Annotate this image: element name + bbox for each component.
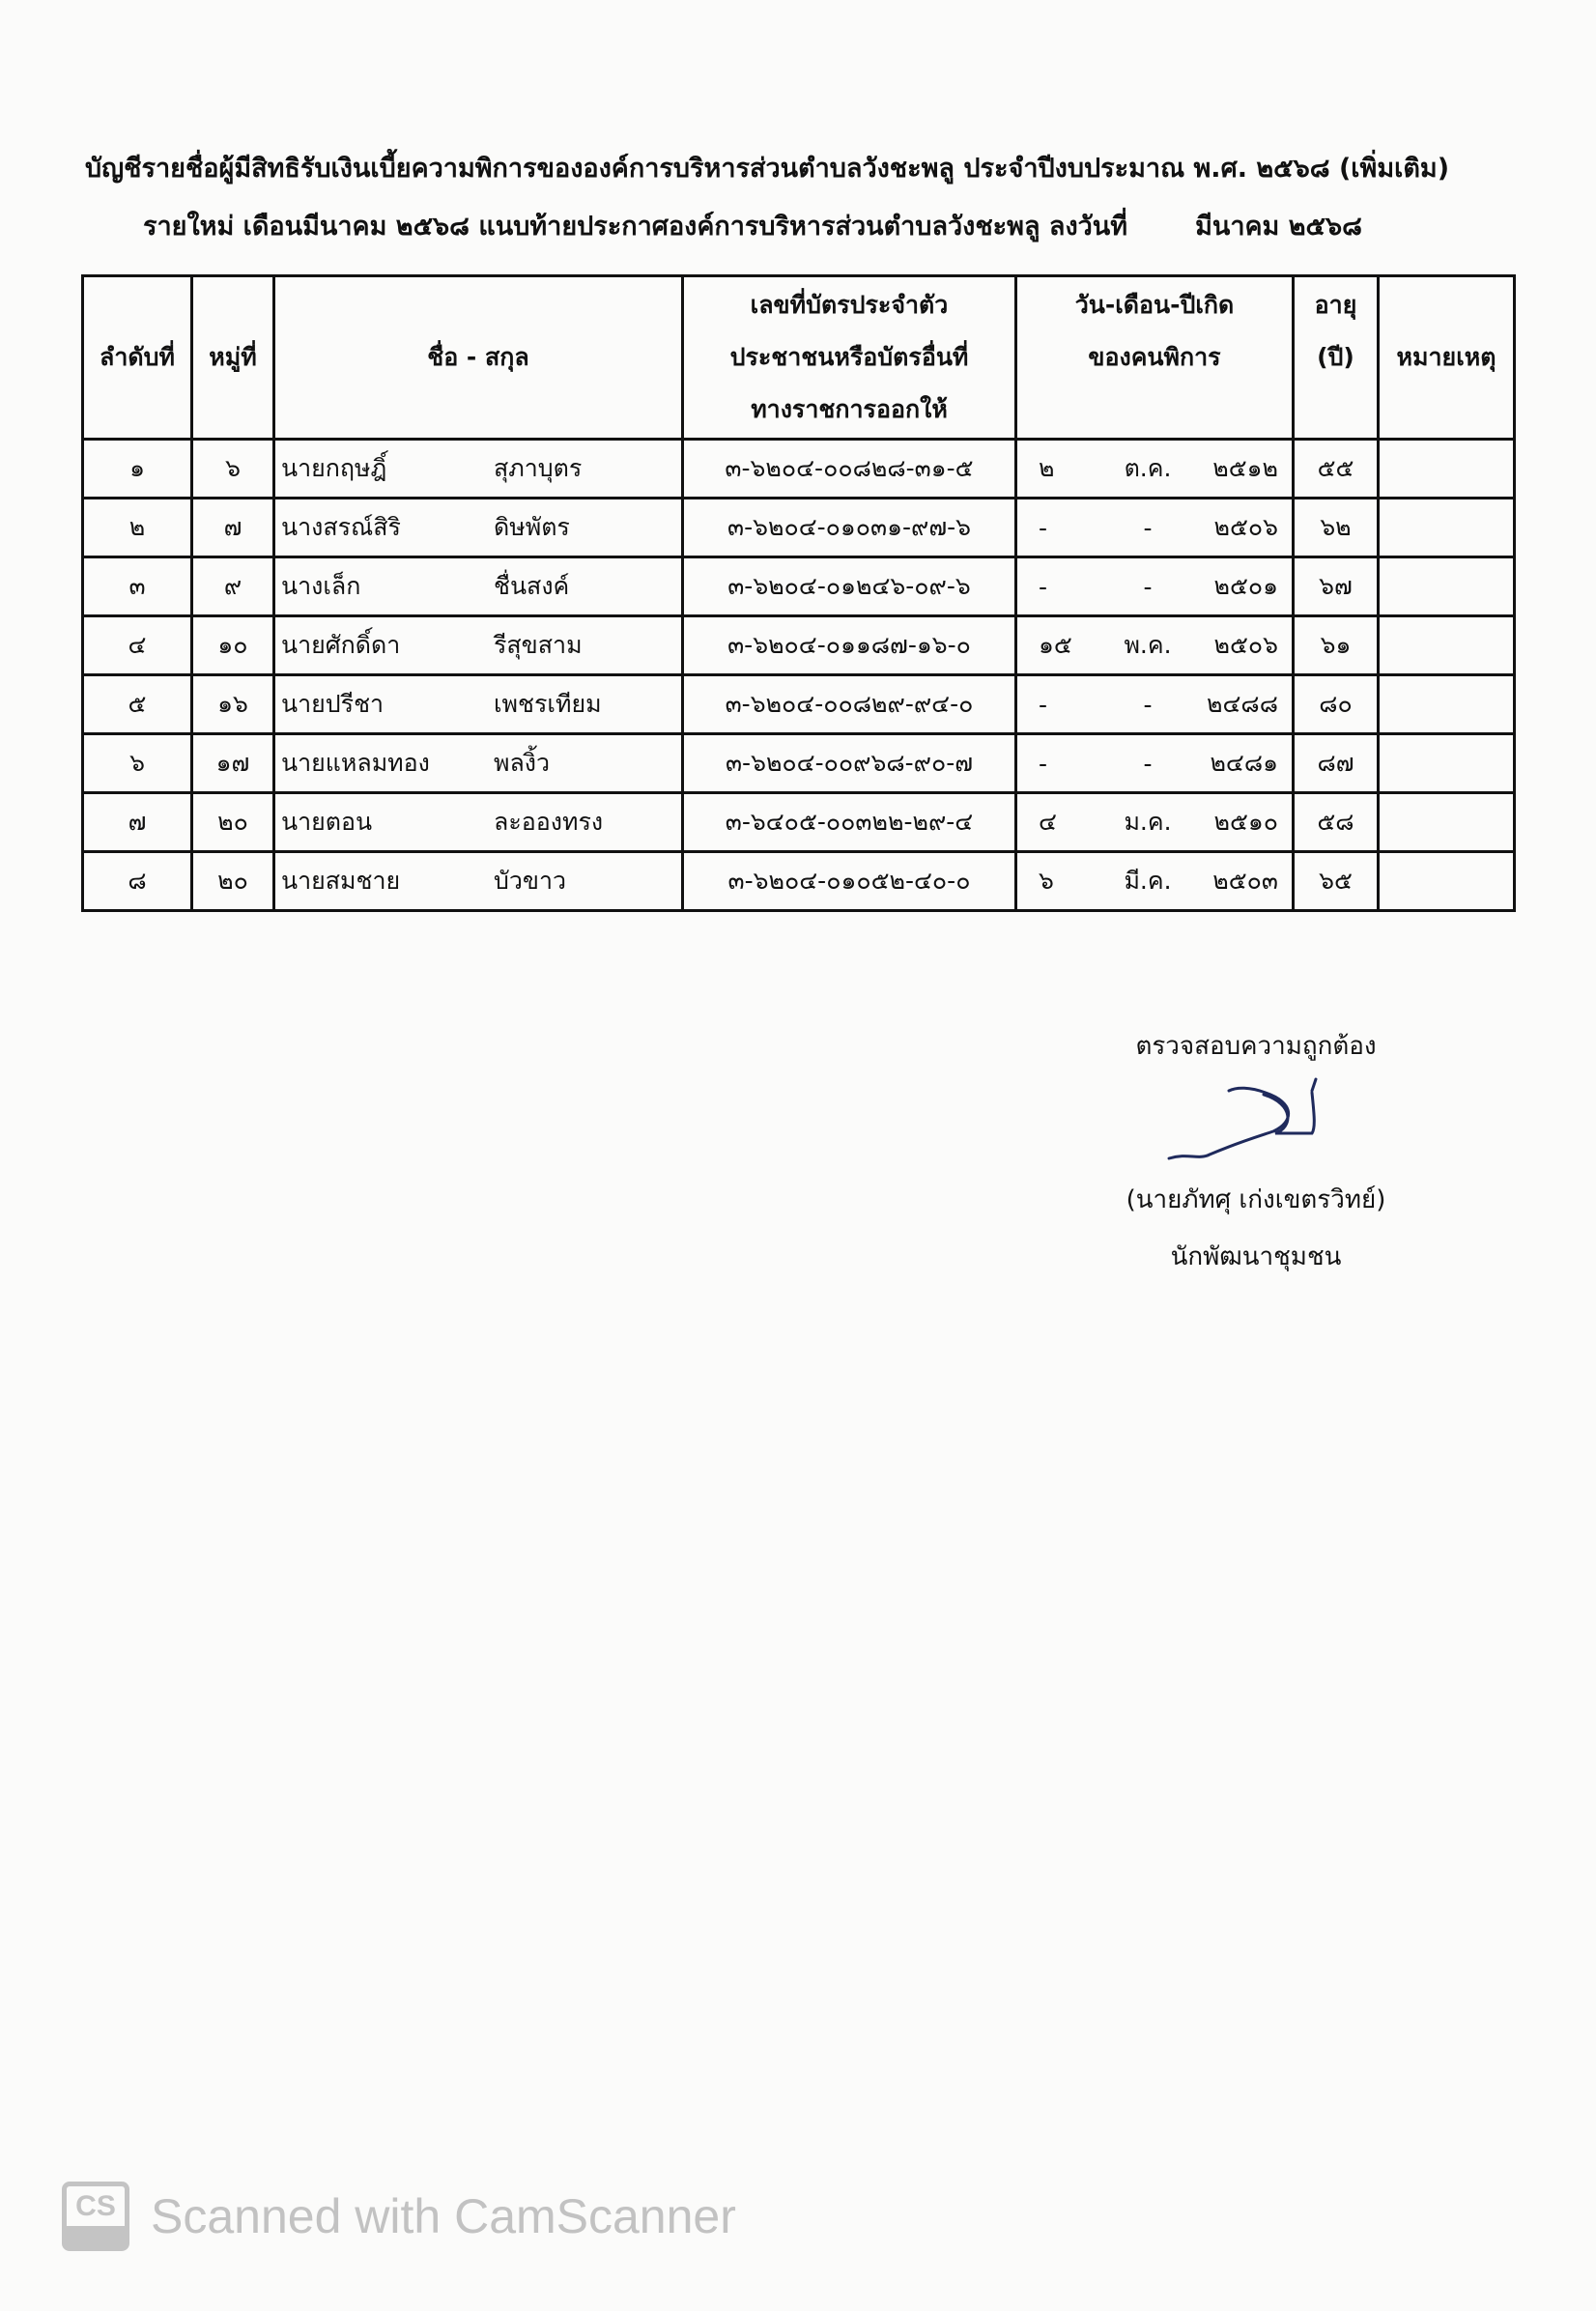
first-name: นางสรณ์สิริ bbox=[281, 513, 401, 541]
cell-dob bbox=[1016, 793, 1294, 852]
dob-day: ๒ bbox=[1039, 454, 1055, 482]
cell-name bbox=[274, 557, 683, 616]
dob-day: ๑๕ bbox=[1039, 631, 1072, 659]
cell-moo: ๖ bbox=[192, 440, 274, 499]
dob-month: พ.ค. bbox=[1124, 631, 1172, 659]
last-name: บัวขาว bbox=[494, 867, 567, 895]
cell-no: ๕ bbox=[83, 675, 192, 734]
camscanner-logo-text: CS bbox=[75, 2190, 116, 2222]
camscanner-watermark bbox=[62, 2182, 736, 2251]
dob-day: - bbox=[1039, 690, 1048, 719]
cell-moo: ๑๗ bbox=[192, 734, 274, 793]
cell-age: ๕๘ bbox=[1294, 793, 1379, 852]
header-dob-line-2: ของคนพิการ bbox=[1088, 343, 1221, 371]
last-name: เพชรเทียม bbox=[494, 690, 602, 718]
cell-id-number: ๓-๖๒๐๔-๐๑๑๘๗-๑๖-๐ bbox=[683, 616, 1016, 675]
cell-note bbox=[1379, 557, 1515, 616]
cell-no: ๑ bbox=[83, 440, 192, 499]
cell-name bbox=[274, 499, 683, 557]
dob-month: - bbox=[1143, 572, 1153, 601]
dob-day: - bbox=[1039, 749, 1048, 778]
cell-name bbox=[274, 852, 683, 911]
cell-moo: ๑๖ bbox=[192, 675, 274, 734]
last-name: ละอองทรง bbox=[494, 808, 604, 836]
cell-no: ๖ bbox=[83, 734, 192, 793]
cell-id-number: ๓-๖๒๐๔-๐๑๒๔๖-๐๙-๖ bbox=[683, 557, 1016, 616]
dob-year: ๒๕๐๖ bbox=[1213, 631, 1278, 659]
cell-no: ๒ bbox=[83, 499, 192, 557]
last-name: พลงิ้ว bbox=[494, 749, 551, 777]
header-id-line-1: เลขที่บัตรประจำตัว bbox=[750, 291, 949, 319]
header-no: ลำดับที่ bbox=[83, 276, 192, 440]
first-name: นายกฤษฎิ์ bbox=[281, 454, 387, 482]
table-row bbox=[83, 852, 1515, 911]
cell-moo: ๑๐ bbox=[192, 616, 274, 675]
cell-dob bbox=[1016, 675, 1294, 734]
dob-year: ๒๕๑๐ bbox=[1213, 808, 1278, 836]
cell-age: ๖๕ bbox=[1294, 852, 1379, 911]
cell-id-number: ๓-๖๒๐๔-๐๑๐๓๑-๙๗-๖ bbox=[683, 499, 1016, 557]
cell-moo: ๒๐ bbox=[192, 852, 274, 911]
cell-no: ๘ bbox=[83, 852, 192, 911]
cell-note bbox=[1379, 440, 1515, 499]
signer-position: นักพัฒนาชุมชน bbox=[1170, 1242, 1342, 1271]
header-age-line-1: อายุ bbox=[1314, 291, 1357, 319]
header-moo: หมู่ที่ bbox=[192, 276, 274, 440]
signer-name: (นายภัทศุ เก่งเขตรวิทย์) bbox=[1126, 1185, 1386, 1214]
dob-year: ๒๔๘๘ bbox=[1207, 690, 1278, 718]
cell-moo: ๙ bbox=[192, 557, 274, 616]
last-name: ชื่นสงค์ bbox=[494, 572, 570, 600]
cell-note bbox=[1379, 616, 1515, 675]
camscanner-logo-icon bbox=[62, 2182, 129, 2251]
header-id-line-3: ทางราชการออกให้ bbox=[751, 395, 948, 423]
dob-year: ๒๕๐๖ bbox=[1213, 513, 1278, 541]
dob-year: ๒๕๐๓ bbox=[1212, 867, 1278, 895]
cell-no: ๔ bbox=[83, 616, 192, 675]
dob-month: - bbox=[1143, 690, 1153, 719]
dob-day: ๔ bbox=[1039, 808, 1057, 836]
cell-id-number: ๓-๖๒๐๔-๐๐๙๖๘-๙๐-๗ bbox=[683, 734, 1016, 793]
dob-month: มี.ค. bbox=[1124, 867, 1172, 895]
cell-dob bbox=[1016, 499, 1294, 557]
cell-dob bbox=[1016, 734, 1294, 793]
first-name: นายสมชาย bbox=[281, 867, 401, 895]
dob-day: - bbox=[1039, 572, 1048, 601]
cell-name bbox=[274, 440, 683, 499]
cell-name bbox=[274, 793, 683, 852]
dob-month: ม.ค. bbox=[1124, 808, 1172, 836]
cell-id-number: ๓-๖๒๐๔-๐๑๐๕๒-๔๐-๐ bbox=[683, 852, 1016, 911]
cell-id-number: ๓-๖๒๐๔-๐๐๘๒๘-๓๑-๕ bbox=[683, 440, 1016, 499]
header-id-card bbox=[683, 276, 1016, 440]
cell-note bbox=[1379, 852, 1515, 911]
table-row bbox=[83, 557, 1515, 616]
last-name: ดิษพัตร bbox=[494, 513, 570, 541]
signature-block bbox=[1063, 1026, 1449, 1276]
dob-month: - bbox=[1143, 513, 1153, 542]
dob-month: ต.ค. bbox=[1124, 454, 1172, 482]
cell-name bbox=[274, 675, 683, 734]
dob-day: - bbox=[1039, 513, 1048, 542]
cell-moo: ๒๐ bbox=[192, 793, 274, 852]
cell-age: ๖๒ bbox=[1294, 499, 1379, 557]
cell-dob bbox=[1016, 852, 1294, 911]
cell-age: ๕๕ bbox=[1294, 440, 1379, 499]
cell-id-number: ๓-๖๒๐๔-๐๐๘๒๙-๙๔-๐ bbox=[683, 675, 1016, 734]
last-name: รีสุขสาม bbox=[494, 631, 583, 659]
dob-day: ๖ bbox=[1039, 867, 1054, 895]
signature-stroke-2 bbox=[1264, 1079, 1316, 1133]
cell-age: ๖๑ bbox=[1294, 616, 1379, 675]
first-name: นายตอน bbox=[281, 808, 373, 836]
table-row bbox=[83, 734, 1515, 793]
first-name: นายแหลมทอง bbox=[281, 749, 430, 777]
header-age-line-2: (ปี) bbox=[1317, 343, 1354, 371]
dob-year: ๒๔๘๑ bbox=[1210, 749, 1278, 777]
document-title-line-1: บัญชีรายชื่อผู้มีสิทธิรับเงินเบี้ยความพิการขององค์การบริหารส่วนตำบลวังชะพลู ประจำปีงบประมาณ พ.ศ. ๒๕๖๘ (เพิ่มเติม) bbox=[85, 154, 1450, 184]
title-line-2-date: มีนาคม ๒๕๖๘ bbox=[1195, 212, 1362, 242]
cell-note bbox=[1379, 499, 1515, 557]
header-note: หมายเหตุ bbox=[1379, 276, 1515, 440]
document-title-line-2 bbox=[143, 205, 1362, 246]
verification-label: ตรวจสอบความถูกต้อง bbox=[1135, 1032, 1377, 1061]
first-name: นายศักดิ์ดา bbox=[281, 631, 401, 659]
table-row bbox=[83, 616, 1515, 675]
cell-dob bbox=[1016, 616, 1294, 675]
cell-dob bbox=[1016, 440, 1294, 499]
cell-note bbox=[1379, 793, 1515, 852]
dob-year: ๒๕๐๑ bbox=[1213, 572, 1278, 600]
cell-moo: ๗ bbox=[192, 499, 274, 557]
table-row bbox=[83, 499, 1515, 557]
header-age bbox=[1294, 276, 1379, 440]
first-name: นางเล็ก bbox=[281, 572, 361, 600]
table-row bbox=[83, 440, 1515, 499]
disability-allowance-table bbox=[81, 274, 1516, 912]
table-row bbox=[83, 793, 1515, 852]
cell-age: ๘๐ bbox=[1294, 675, 1379, 734]
cell-note bbox=[1379, 734, 1515, 793]
dob-month: - bbox=[1143, 749, 1153, 778]
cell-name bbox=[274, 616, 683, 675]
cell-age: ๘๗ bbox=[1294, 734, 1379, 793]
cell-no: ๓ bbox=[83, 557, 192, 616]
handwritten-signature bbox=[1150, 1073, 1362, 1170]
title-line-2-main: รายใหม่ เดือนมีนาคม ๒๕๖๘ แนบท้ายประกาศองค์การบริหารส่วนตำบลวังชะพลู ลงวันที่ bbox=[143, 212, 1128, 242]
header-dob bbox=[1016, 276, 1294, 440]
cell-id-number: ๓-๖๔๐๕-๐๐๓๒๒-๒๙-๔ bbox=[683, 793, 1016, 852]
first-name: นายปรีชา bbox=[281, 690, 385, 718]
cell-no: ๗ bbox=[83, 793, 192, 852]
watermark-text: Scanned with CamScanner bbox=[151, 2189, 736, 2243]
cell-age: ๖๗ bbox=[1294, 557, 1379, 616]
cell-note bbox=[1379, 675, 1515, 734]
header-name: ชื่อ - สกุล bbox=[274, 276, 683, 440]
table-header-row bbox=[83, 276, 1515, 440]
header-id-line-2: ประชาชนหรือบัตรอื่นที่ bbox=[729, 343, 969, 371]
header-dob-line-1: วัน-เดือน-ปีเกิด bbox=[1074, 291, 1235, 319]
last-name: สุภาบุตร bbox=[494, 454, 583, 482]
dob-year: ๒๕๑๒ bbox=[1212, 454, 1278, 482]
cell-dob bbox=[1016, 557, 1294, 616]
table-row bbox=[83, 675, 1515, 734]
cell-name bbox=[274, 734, 683, 793]
